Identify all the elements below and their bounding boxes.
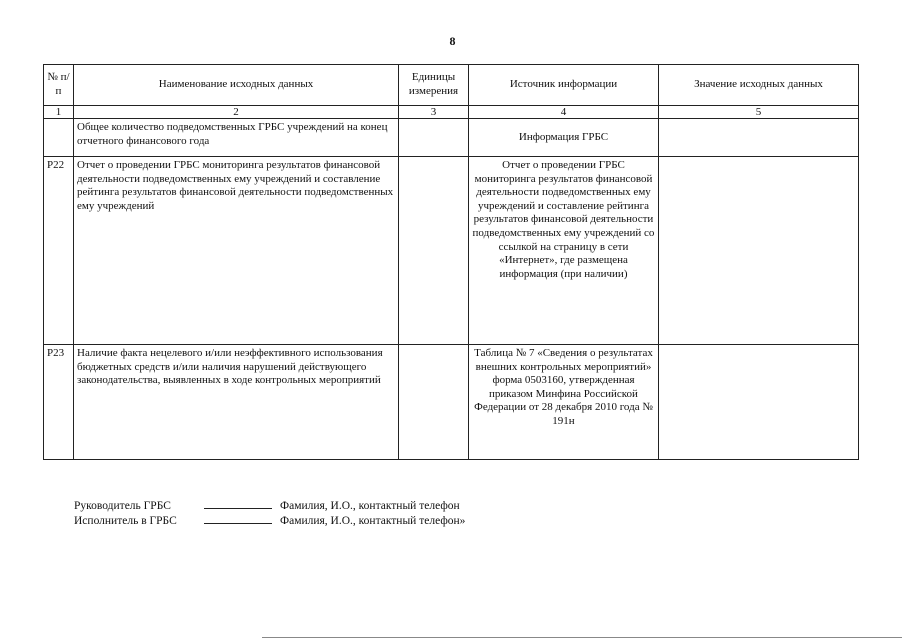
header-number: № п/п xyxy=(44,65,74,106)
signature-label: Фамилия, И.О., контактный телефон xyxy=(280,500,460,512)
footer-divider xyxy=(262,637,902,638)
column-number: 4 xyxy=(469,106,659,119)
column-number: 3 xyxy=(399,106,469,119)
row-source: Таблица № 7 «Сведения о результатах внешних контрольных мероприятий» форма 0503160, утвержденная приказом Минфина Российской Федерации от 28 декабря 2010 года № 191н xyxy=(469,345,659,460)
signature-blank xyxy=(204,499,272,509)
row-source: Отчет о проведении ГРБС мониторинга результатов финансовой деятельности подведомственных ему учреждений и составление рейтинга результатов финансовой деятельности подведомственных ему учреждений со ссылкой на страницу в сети «Интернет», где размещена информация (при наличии) xyxy=(469,157,659,345)
header-unit: Единицы измерения xyxy=(399,65,469,106)
row-value xyxy=(659,119,859,157)
signature-label: Фамилия, И.О., контактный телефон» xyxy=(280,515,466,527)
row-name: Наличие факта нецелевого и/или неэффективного использования бюджетных средств и/или наличия нарушений действующего законодательства, выявленных в ходе контрольных мероприятий xyxy=(74,345,399,460)
row-unit xyxy=(399,119,469,157)
column-number-row xyxy=(44,106,859,119)
signature-blank xyxy=(204,514,272,524)
header-value: Значение исходных данных xyxy=(659,65,859,106)
signature-role: Руководитель ГРБС xyxy=(74,500,171,512)
row-code: P23 xyxy=(44,345,74,460)
column-number: 1 xyxy=(44,106,74,119)
row-value xyxy=(659,345,859,460)
row-code: P22 xyxy=(44,157,74,345)
row-unit xyxy=(399,157,469,345)
row-value xyxy=(659,157,859,345)
table-row xyxy=(44,345,859,460)
table-header-row xyxy=(44,65,859,106)
table-row xyxy=(44,119,859,157)
signature-role: Исполнитель в ГРБС xyxy=(74,515,177,527)
signature-line-executor xyxy=(74,514,465,529)
page-number: 8 xyxy=(449,34,456,48)
signature-block xyxy=(74,499,465,529)
column-number: 5 xyxy=(659,106,859,119)
header-name: Наименование исходных данных xyxy=(74,65,399,106)
row-source: Информация ГРБС xyxy=(469,119,659,157)
row-code xyxy=(44,119,74,157)
signature-line-head xyxy=(74,499,465,514)
row-name: Отчет о проведении ГРБС мониторинга результатов финансовой деятельности подведомственных ему учреждений и составление рейтинга результатов финансовой деятельности подведомственных ему учреждений xyxy=(74,157,399,345)
column-number: 2 xyxy=(74,106,399,119)
table-row xyxy=(44,157,859,345)
row-name: Общее количество подведомственных ГРБС учреждений на конец отчетного финансового года xyxy=(74,119,399,157)
header-source: Источник информации xyxy=(469,65,659,106)
row-unit xyxy=(399,345,469,460)
source-data-table xyxy=(43,64,859,460)
